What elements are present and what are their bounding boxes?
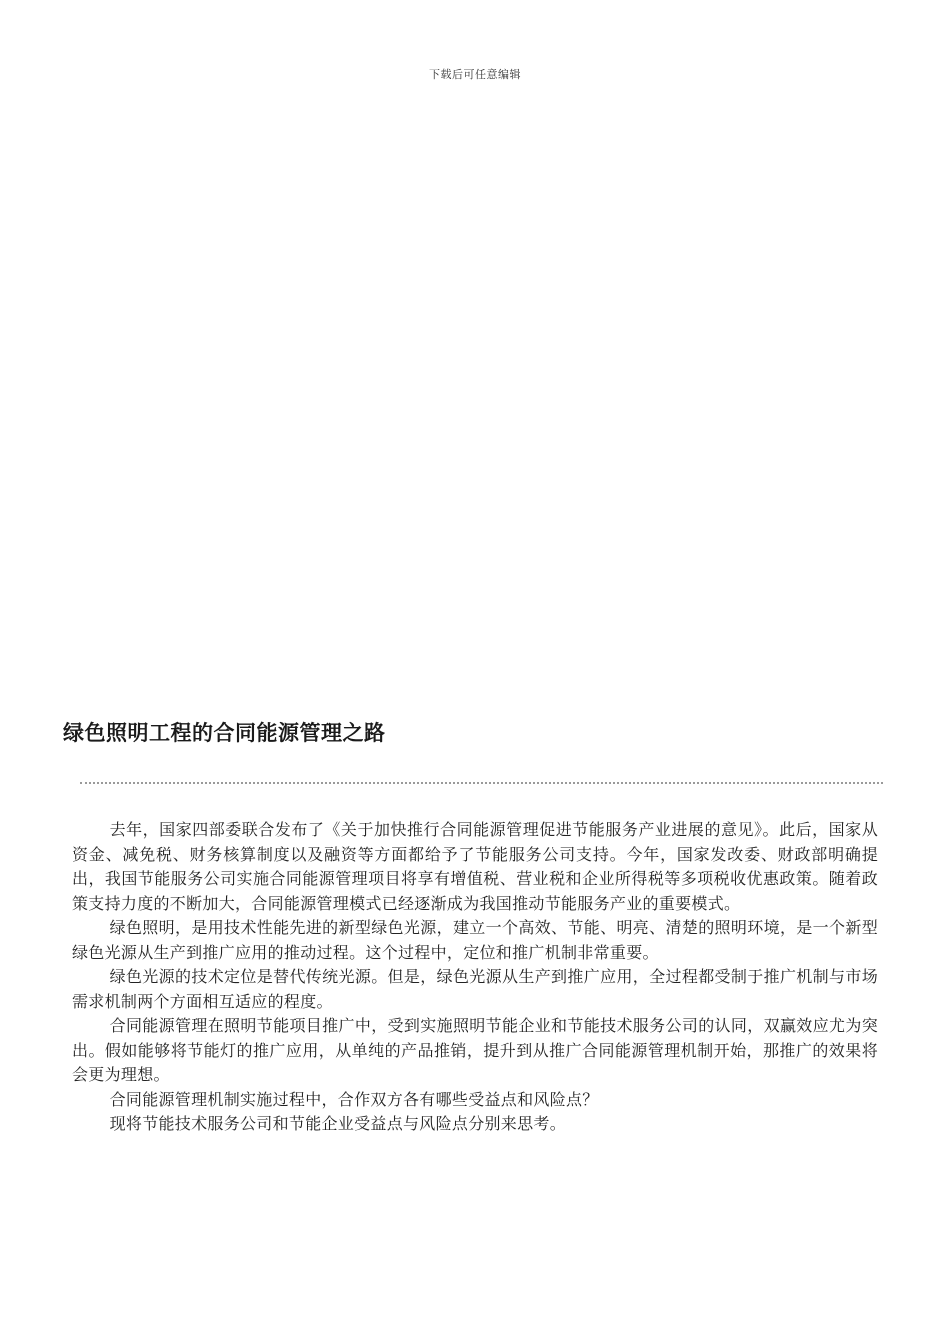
paragraph-policy-background: 去年，国家四部委联合发布了《关于加快推行合同能源管理促进节能服务产业进展的意见》。此后，国家从资金、减免税、财务核算制度以及融资等方面都给予了节能服务公司支持。今年，国家发改委、财政部明确提出，我国节能服务公司实施合同能源管理项目将享有增值税、营业税和企业所得税等多项税收优惠政策。随着政策支持力度的不断加大，合同能源管理模式已经逐渐成为我国推动节能服务产业的重要模式。: [72, 820, 878, 913]
paragraph-question: 合同能源管理机制实施过程中，合作双方各有哪些受益点和风险点？: [109, 1089, 599, 1109]
paragraph-technical-positioning: 绿色光源的技术定位是替代传统光源。但是，绿色光源从生产到推广应用，全过程都受制于推广机制与市场需求机制两个方面相互适应的程度。: [72, 967, 878, 1011]
title-divider: [80, 782, 883, 784]
document-body: [72, 818, 878, 1137]
paragraph-analysis-intro: 现将节能技术服务公司和节能企业受益点与风险点分别来思考。: [109, 1114, 566, 1133]
document-title: 绿色照明工程的合同能源管理之路: [63, 721, 386, 745]
paragraph-emc-promotion: 合同能源管理在照明节能项目推广中，受到实施照明节能企业和节能技术服务公司的认同，双赢效应尤为突出。假如能够将节能灯的推广应用，从单纯的产品推销，提升到从推广合同能源管理机制开始，那推广的效果将会更为理想。: [72, 1016, 878, 1084]
page-header-note: 下载后可任意编辑: [429, 68, 521, 81]
paragraph-green-lighting-definition: 绿色照明，是用技术性能先进的新型绿色光源，建立一个高效、节能、明亮、清楚的照明环境，是一个新型绿色光源从生产到推广应用的推动过程。这个过程中，定位和推广机制非常重要。: [72, 918, 878, 962]
